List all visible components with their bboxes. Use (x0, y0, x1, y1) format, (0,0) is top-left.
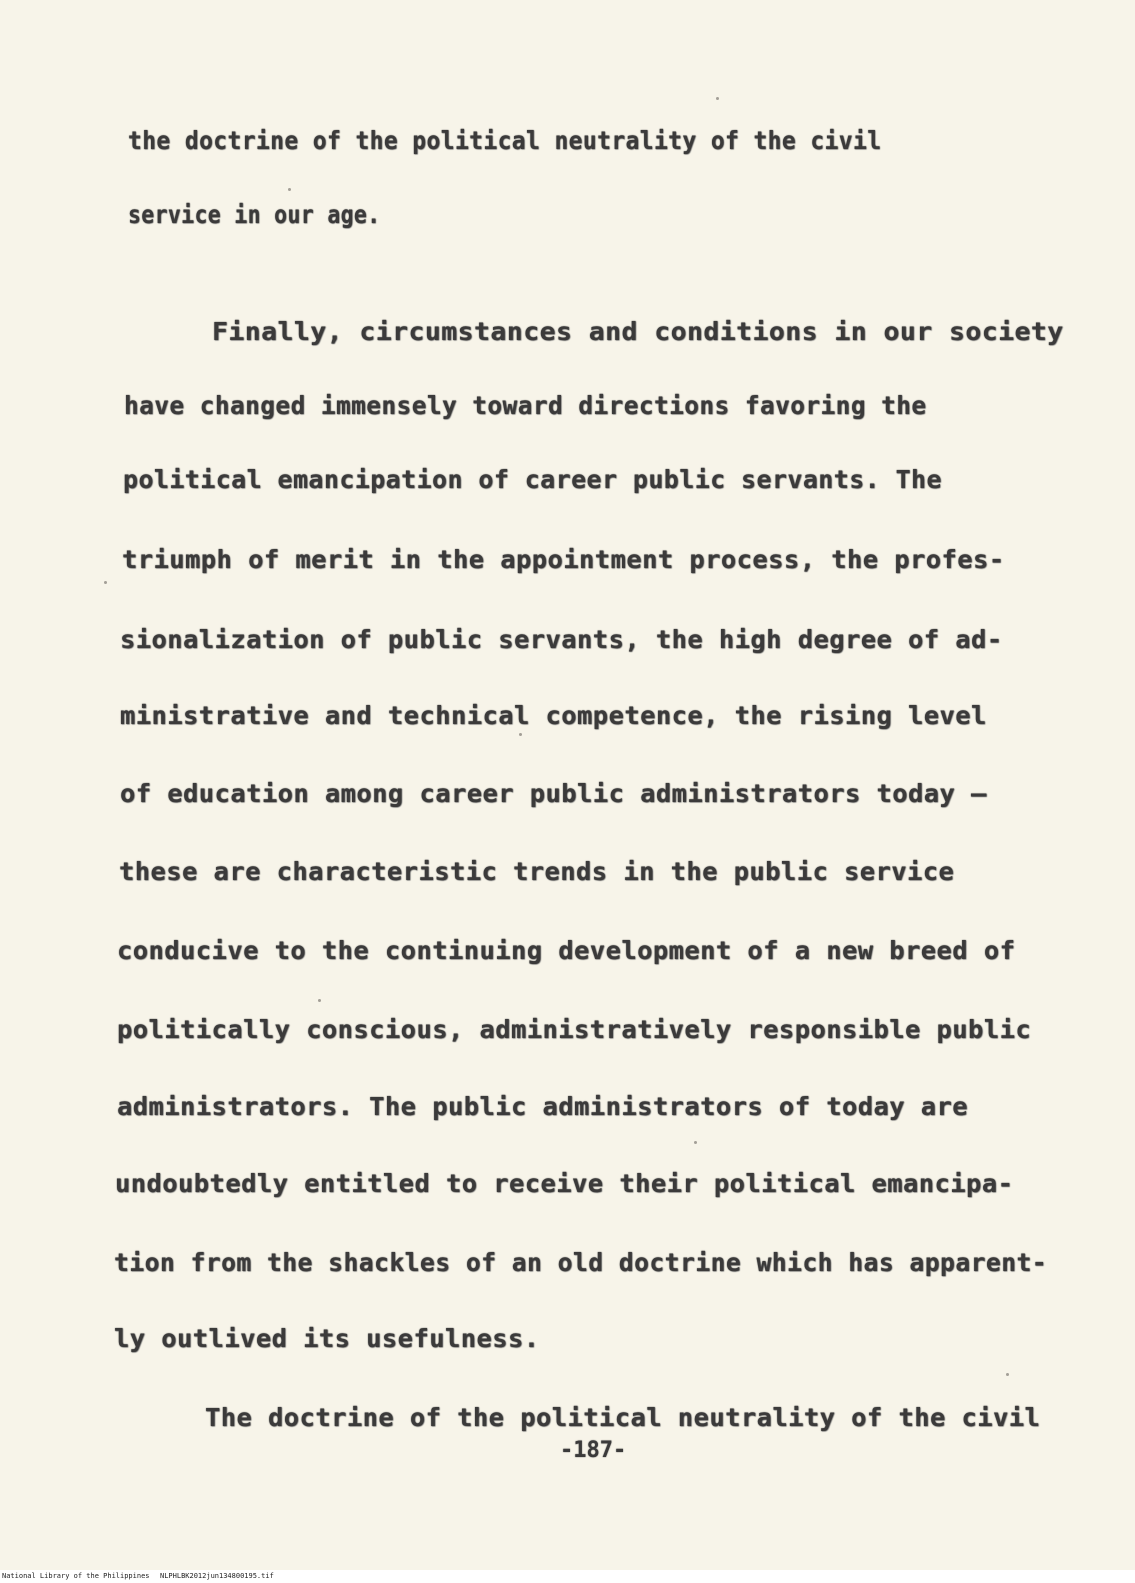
paper-speck (1006, 1373, 1009, 1376)
text-line: triumph of merit in the appointment process, the profes- (122, 545, 1005, 574)
library-credit: National Library of the Philippines (2, 1572, 150, 1580)
paper-speck (694, 1141, 697, 1144)
paper-speck (519, 733, 522, 736)
text-line: administrators. The public administrators of today are (117, 1092, 969, 1121)
text-line: of education among career public administrators today — (120, 779, 987, 808)
paper-speck (716, 97, 719, 100)
text-line: ly outlived its usefulness. (114, 1324, 540, 1353)
scan-filename: NLPHLBK2012jun134800195.tif (160, 1572, 274, 1580)
text-line: service in our age. (128, 200, 381, 229)
text-line: the doctrine of the political neutrality of the civil (128, 126, 882, 155)
text-line: sionalization of public servants, the high degree of ad- (120, 625, 1003, 654)
text-line: conducive to the continuing development of a new breed of (117, 936, 1016, 965)
text-line: undoubtedly entitled to receive their political emancipa- (115, 1169, 1014, 1198)
paper-speck (104, 581, 107, 584)
text-line: have changed immensely toward directions favoring the (124, 391, 927, 420)
text-line: ministrative and technical competence, the rising level (120, 701, 987, 730)
text-line: politically conscious, administratively responsible public (117, 1015, 1032, 1044)
text-line: these are characteristic trends in the public service (119, 857, 955, 886)
text-line: tion from the shackles of an old doctrine which has apparent- (114, 1248, 1048, 1277)
text-line: Finally, circumstances and conditions in our society (212, 317, 1064, 346)
paper-speck (288, 188, 291, 191)
scan-footer (0, 1570, 1135, 1583)
paper-speck (318, 999, 321, 1002)
text-line: The doctrine of the political neutrality of the civil (205, 1403, 1041, 1432)
text-line: political emancipation of career public servants. The (123, 465, 942, 494)
page-number: -187- (560, 1438, 627, 1463)
